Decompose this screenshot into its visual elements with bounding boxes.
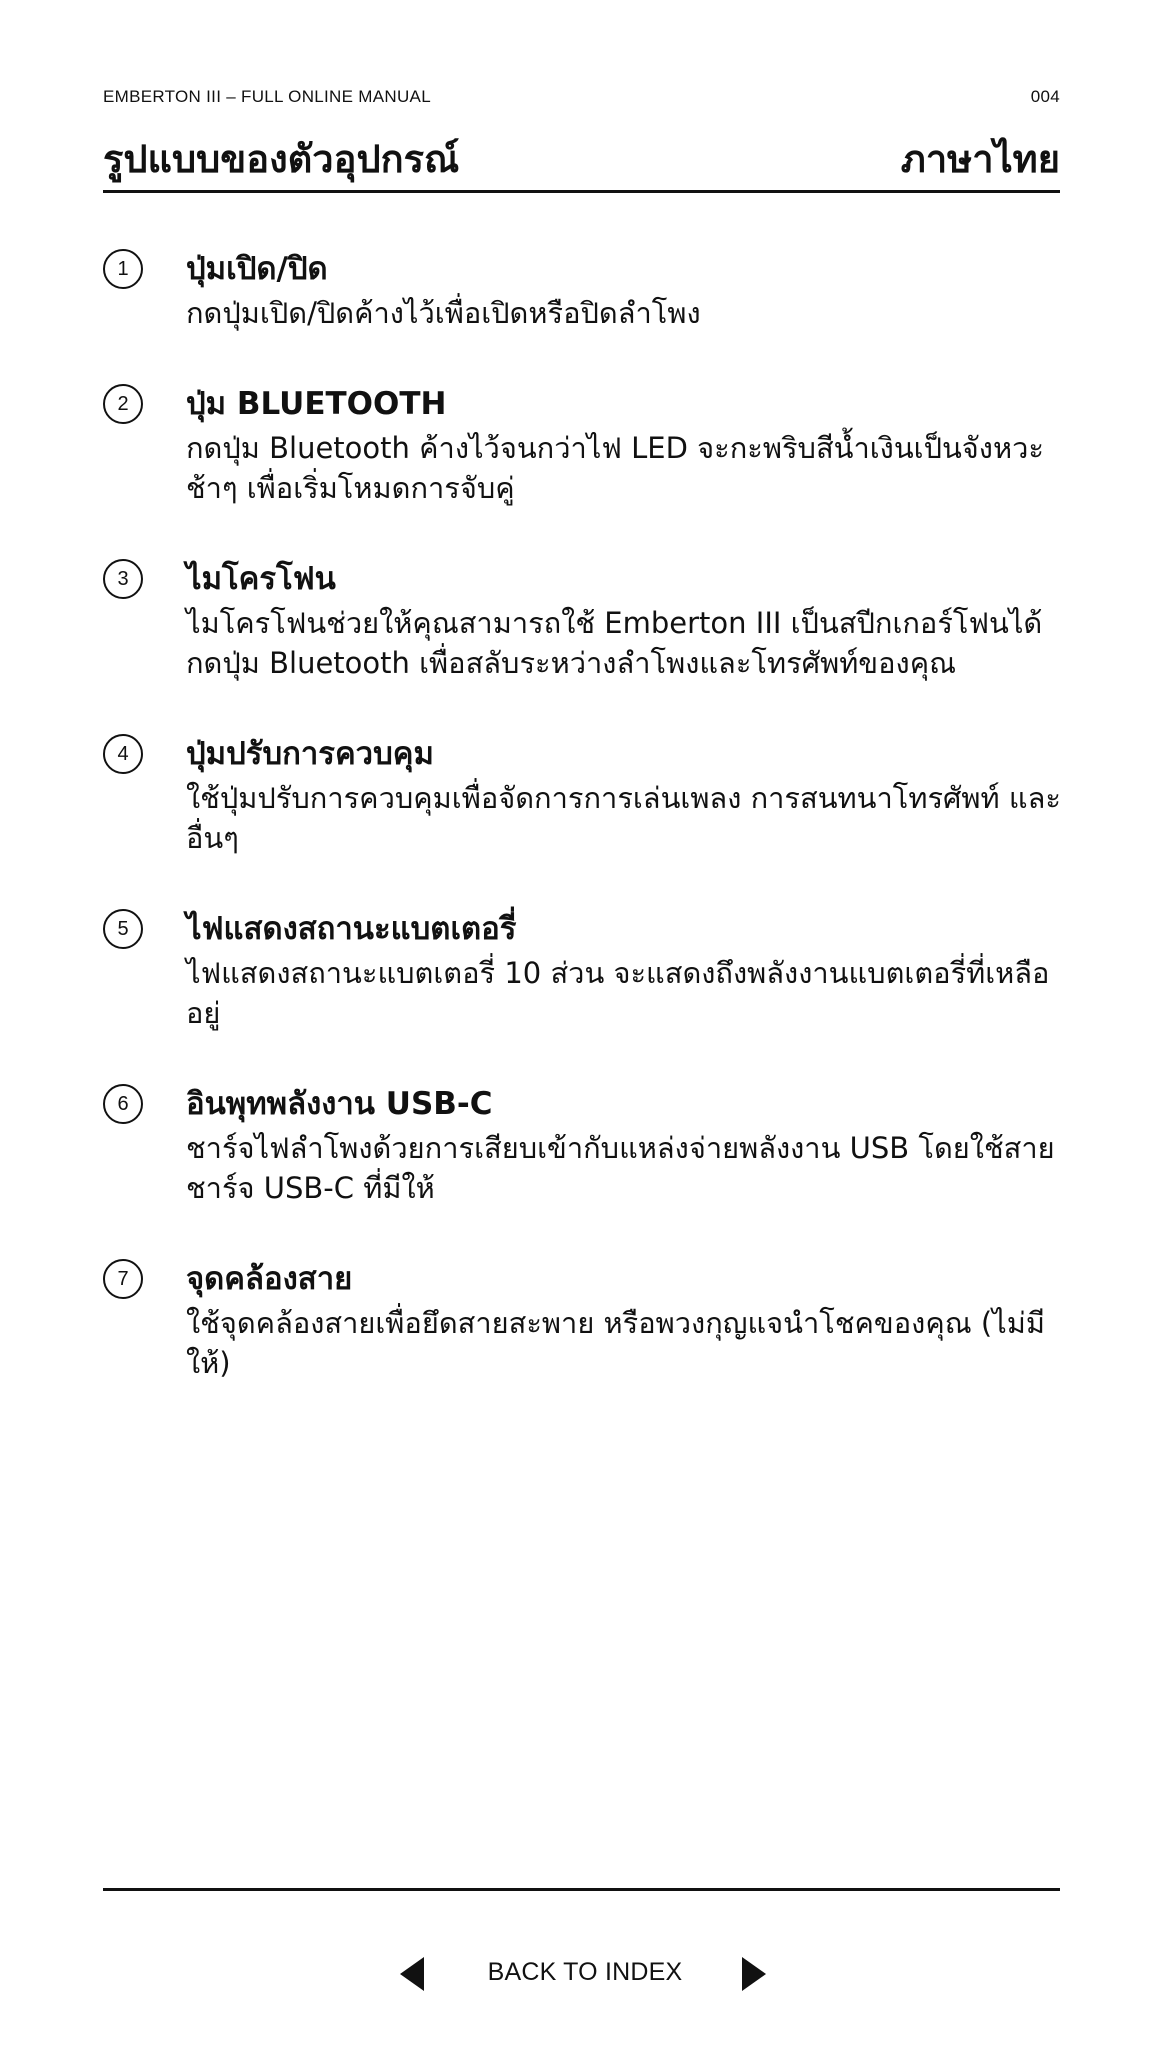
feature-description: ชาร์จไฟลำโพงด้วยการเสียบเข้ากับแหล่งจ่ายพลังงาน USB โดยใช้สายชาร์จ USB-C ที่มีให้: [186, 1131, 1055, 1205]
feature-title: ไฟแสดงสถานะแบตเตอรี่: [186, 911, 517, 947]
language-label: ภาษาไทย: [900, 136, 1060, 181]
page-number: 004: [1030, 87, 1060, 106]
feature-title: อินพุทพลังงาน USB-C: [186, 1086, 493, 1122]
triangle-left-icon[interactable]: [400, 1957, 424, 1991]
triangle-right-icon[interactable]: [742, 1957, 766, 1991]
page-title: รูปแบบของตัวอุปกรณ์: [103, 136, 460, 181]
number-badge: 1: [103, 249, 143, 289]
back-to-index-link[interactable]: BACK TO INDEX: [487, 1958, 683, 1986]
feature-description: ไฟแสดงสถานะแบตเตอรี่ 10 ส่วน จะแสดงถึงพลังงานแบตเตอรี่ที่เหลืออยู่: [186, 956, 1050, 1030]
number-badge: 4: [103, 734, 143, 774]
feature-description: ไมโครโฟนช่วยให้คุณสามารถใช้ Emberton III เป็นสปีกเกอร์โฟนได้ กดปุ่ม Bluetooth เพื่อสลับระหว่างลำโพงและโทรศัพท์ของคุณ: [186, 606, 1043, 680]
feature-title: จุดคล้องสาย: [186, 1261, 353, 1297]
feature-description: ใช้จุดคล้องสายเพื่อยึดสายสะพาย หรือพวงกุญแจนำโชคของคุณ (ไม่มีให้): [186, 1306, 1045, 1380]
manual-title: EMBERTON III – FULL ONLINE MANUAL: [103, 87, 431, 106]
feature-description: ใช้ปุ่มปรับการควบคุมเพื่อจัดการการเล่นเพลง การสนทนาโทรศัพท์ และอื่นๆ: [186, 781, 1061, 855]
feature-description: กดปุ่มเปิด/ปิดค้างไว้เพื่อเปิดหรือปิดลำโพง: [186, 296, 701, 330]
number-badge: 3: [103, 559, 143, 599]
footer-divider: [103, 1888, 1060, 1891]
number-badge: 6: [103, 1084, 143, 1124]
header-divider: [103, 190, 1060, 193]
number-badge: 2: [103, 384, 143, 424]
feature-title: ไมโครโฟน: [186, 561, 336, 597]
number-badge: 5: [103, 909, 143, 949]
feature-title: ปุ่มเปิด/ปิด: [186, 251, 328, 287]
feature-title: ปุ่มปรับการควบคุม: [186, 736, 434, 772]
page-header-meta: [103, 86, 1060, 108]
footer-navigation: [0, 1952, 1158, 1996]
feature-title: ปุ่ม BLUETOOTH: [186, 386, 447, 422]
feature-description: กดปุ่ม Bluetooth ค้างไว้จนกว่าไฟ LED จะกะพริบสีน้ำเงินเป็นจังหวะช้าๆ เพื่อเริ่มโหมดการจับคู่: [186, 431, 1044, 505]
page-title-row: [103, 130, 1060, 186]
number-badge: 7: [103, 1259, 143, 1299]
